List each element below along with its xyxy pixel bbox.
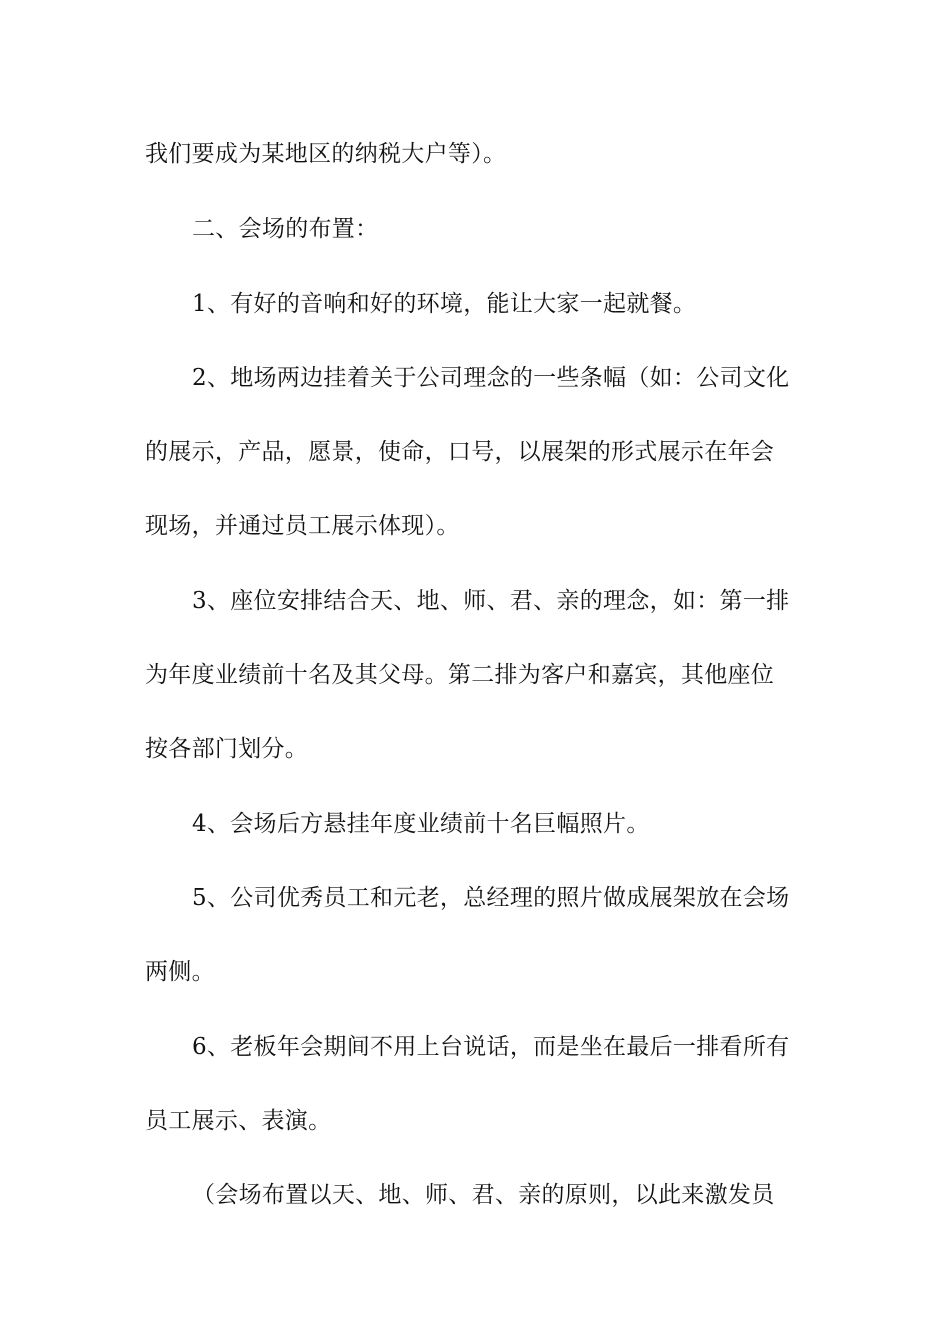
text-line-5: 的展示，产品，愿景，使命，口号，以展架的形式展示在年会 [145,439,775,465]
text-line-4: 2、地场两边挂着关于公司理念的一些条幅（如：公司文化 [192,365,790,391]
text-line-3: 1、有好的音响和好的环境，能让大家一起就餐。 [192,291,697,317]
text-line-7: 3、座位安排结合天、地、师、君、亲的理念，如：第一排 [192,588,790,614]
text-line-13: 6、老板年会期间不用上台说话，而是坐在最后一排看所有 [192,1034,790,1060]
text-line-9: 按各部门划分。 [145,736,309,762]
text-line-6: 现场，并通过员工展示体现）。 [145,513,460,539]
text-line-10: 4、会场后方悬挂年度业绩前十名巨幅照片。 [192,811,650,837]
text-line-14: 员工展示、表演。 [145,1108,332,1134]
text-line-12: 两侧。 [145,959,215,985]
text-line-15: （会场布置以天、地、师、君、亲的原则，以此来激发员 [192,1182,775,1208]
text-line-1: 我们要成为某地区的纳税大户等）。 [145,141,507,167]
text-line-11: 5、公司优秀员工和元老，总经理的照片做成展架放在会场 [192,885,790,911]
section-heading: 二、会场的布置： [192,216,379,242]
text-line-8: 为年度业绩前十名及其父母。第二排为客户和嘉宾，其他座位 [145,662,775,688]
